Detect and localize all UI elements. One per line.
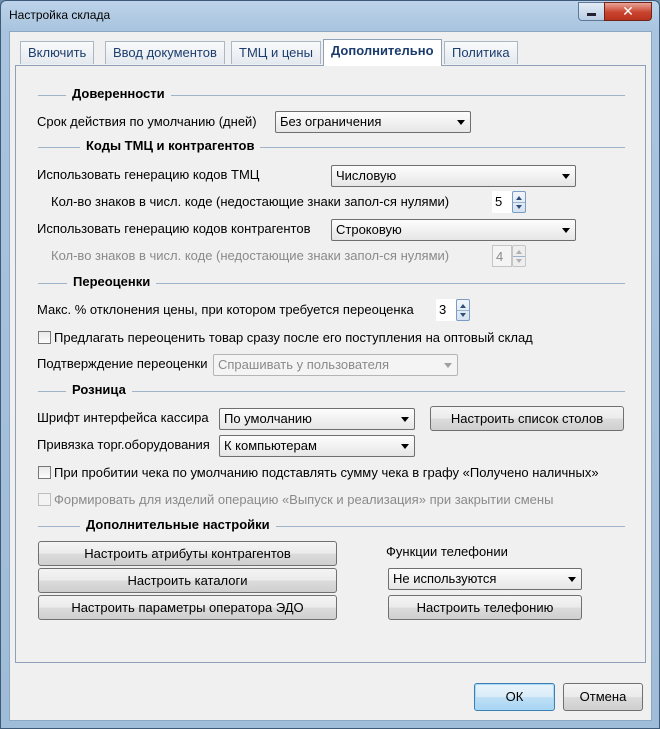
contractor-code-gen-select[interactable] [331, 219, 576, 241]
tab-additional[interactable]: Дополнительно [323, 39, 442, 66]
tab-enable[interactable]: Включить [20, 41, 94, 64]
chevron-down-icon [401, 444, 409, 449]
spin-down-icon[interactable] [516, 205, 522, 209]
telephony-select[interactable] [388, 568, 582, 590]
close-button[interactable] [604, 2, 652, 21]
chevron-down-icon [568, 577, 576, 582]
chevron-down-icon [562, 174, 570, 179]
cashier-font-label: Шрифт интерфейса кассира [37, 410, 209, 425]
contractor-digits-value: 4 [492, 245, 512, 267]
spin-up-icon [516, 250, 522, 254]
chevron-down-icon [457, 120, 465, 125]
contractor-digits-stepper [492, 245, 530, 267]
spin-down-icon [516, 259, 522, 263]
section-title-codes: Коды ТМЦ и контрагентов [80, 138, 260, 153]
dialog-client-area [9, 31, 652, 721]
telephony-label: Функции телефонии [386, 544, 508, 559]
configure-edo-operator-button[interactable]: Настроить параметры оператора ЭДО [38, 595, 337, 620]
stepper-divider [513, 202, 525, 203]
release-operation-label: Формировать для изделий операцию «Выпуск и реализация» при закрытии смены [54, 492, 554, 507]
tmc-code-gen-select[interactable] [331, 165, 576, 187]
chevron-down-icon [401, 417, 409, 422]
validity-select[interactable] [275, 111, 471, 133]
section-title-extra: Дополнительные настройки [80, 517, 276, 532]
contractor-code-gen-value: Строковую [336, 222, 402, 237]
spin-down-icon[interactable] [460, 313, 466, 317]
stepper-divider [513, 256, 525, 257]
cashier-font-select[interactable] [219, 408, 415, 430]
section-title-trust: Доверенности [66, 86, 171, 101]
offer-revaluation-checkbox[interactable] [38, 331, 51, 344]
title-bar[interactable] [1, 1, 659, 31]
tab-document-input[interactable]: Ввод документов [105, 41, 225, 64]
configure-telephony-button[interactable]: Настроить телефонию [388, 595, 582, 620]
tab-panel-additional [15, 65, 646, 663]
receipt-sum-checkbox[interactable] [38, 466, 51, 479]
close-icon: ✕ [622, 3, 634, 20]
validity-select-value: Без ограничения [280, 114, 382, 129]
revaluation-confirm-value: Спрашивать у пользователя [218, 357, 390, 372]
equipment-binding-label: Привязка торг.оборудования [37, 437, 210, 452]
stepper-divider [457, 310, 469, 311]
tmc-digits-value[interactable]: 5 [492, 191, 512, 213]
tab-goods-and-prices[interactable]: ТМЦ и цены [231, 41, 321, 64]
spin-up-icon[interactable] [460, 304, 466, 308]
stepper-buttons [512, 245, 526, 267]
tmc-code-gen-value: Числовую [336, 168, 397, 183]
configure-catalogs-button[interactable]: Настроить каталоги [38, 568, 337, 593]
max-deviation-stepper[interactable] [436, 299, 474, 321]
cashier-font-value: По умолчанию [224, 411, 312, 426]
tmc-code-gen-label: Использовать генерацию кодов ТМЦ [37, 167, 260, 182]
cancel-button[interactable]: Отмена [563, 683, 643, 711]
configure-contractor-attributes-button[interactable]: Настроить атрибуты контрагентов [38, 541, 337, 566]
tab-policy[interactable]: Политика [444, 41, 518, 64]
ok-button[interactable]: ОК [474, 683, 555, 711]
minimize-icon [587, 13, 596, 16]
stepper-buttons[interactable] [512, 191, 526, 213]
validity-label: Срок действия по умолчанию (дней) [37, 114, 257, 129]
offer-revaluation-label[interactable]: Предлагать переоценить товар сразу после его поступления на оптовый склад [54, 330, 533, 345]
configure-tables-button[interactable]: Настроить список столов [430, 406, 624, 431]
revaluation-confirm-select [213, 354, 458, 376]
revaluation-confirm-label: Подтверждение переоценки [37, 356, 208, 371]
receipt-sum-label[interactable]: При пробитии чека по умолчанию подставлять сумму чека в графу «Получено наличных» [54, 465, 599, 480]
release-operation-checkbox [38, 493, 51, 506]
section-title-retail: Розница [66, 382, 132, 397]
window-title: Настройка склада [9, 8, 111, 22]
equipment-binding-select[interactable] [219, 435, 415, 457]
max-deviation-label: Макс. % отклонения цены, при котором требуется переоценка [37, 302, 414, 317]
equipment-binding-value: К компьютерам [224, 438, 317, 453]
tmc-digits-stepper[interactable] [492, 191, 530, 213]
contractor-code-gen-label: Использовать генерацию кодов контрагентов [37, 221, 311, 236]
max-deviation-value[interactable]: 3 [436, 299, 456, 321]
tmc-digits-label: Кол-во знаков в числ. коде (недостающие знаки запол-ся нулями) [51, 194, 450, 209]
telephony-value: Не используются [393, 571, 497, 586]
spin-up-icon[interactable] [516, 196, 522, 200]
chevron-down-icon [444, 363, 452, 368]
section-title-revaluation: Переоценки [67, 274, 156, 289]
chevron-down-icon [562, 228, 570, 233]
stepper-buttons[interactable] [456, 299, 470, 321]
minimize-button[interactable] [578, 2, 605, 21]
contractor-digits-label: Кол-во знаков в числ. коде (недостающие знаки запол-ся нулями) [51, 248, 450, 263]
